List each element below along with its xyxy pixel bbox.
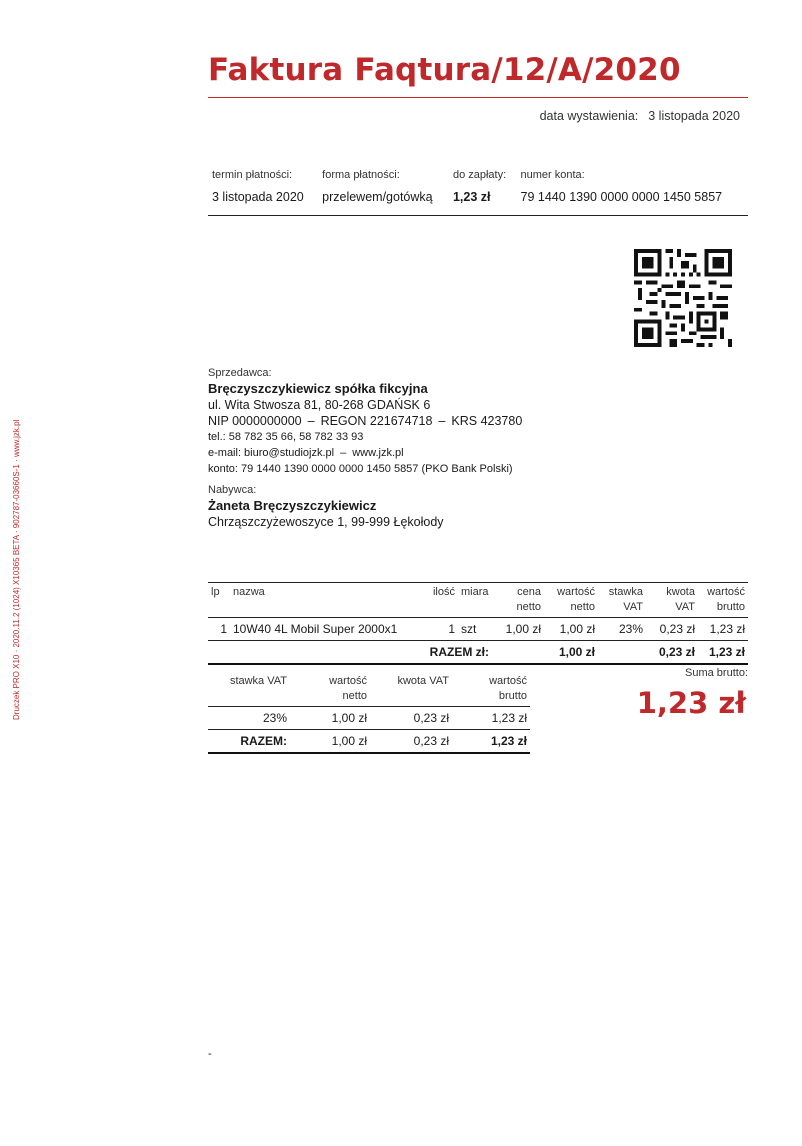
seller-bank-account: konto: 79 1440 1390 0000 0000 1450 5857 (PKO Bank Polski) [208, 463, 513, 475]
seller-regon: REGON 221674718 [320, 414, 433, 428]
vat-header-row [208, 672, 530, 707]
col-gross-value-line1: wartość [707, 586, 745, 598]
col-vat-rate-line2: VAT [623, 601, 643, 613]
vat-total-amount: 0,23 zł [370, 730, 452, 754]
payment-method-value: przelewem/gotówką [322, 190, 433, 204]
item-unit: szt [458, 618, 492, 641]
issue-date-value: 3 listopada 2020 [648, 109, 740, 123]
vat-net: 1,00 zł [290, 707, 370, 730]
seller-nip: NIP 0000000000 [208, 414, 302, 428]
seller-ids [208, 413, 522, 429]
seller-krs: KRS 423780 [451, 414, 523, 428]
payment-info [208, 164, 748, 208]
items-header-row [208, 583, 748, 618]
separator: – [307, 414, 315, 428]
empty-cell [208, 641, 230, 665]
seller-label: Sprzedawca: [208, 367, 272, 379]
buyer-name: Żaneta Bręczyszczykiewicz [208, 498, 377, 513]
items-total-label: RAZEM zł: [230, 641, 492, 665]
item-qty: 1 [428, 618, 458, 641]
issue-date-label: data wystawienia: [539, 109, 639, 123]
vat-rate: 23% [208, 707, 290, 730]
account-number-value: 79 1440 1390 0000 0000 1450 5857 [520, 190, 723, 204]
col-net-value-line2: netto [570, 601, 595, 613]
payment-divider [208, 215, 748, 216]
col-gross-value-line2: brutto [716, 601, 745, 613]
seller-contact [208, 445, 522, 461]
invoice-title: Faktura Faqtura/12/A/2020 [208, 52, 681, 88]
col-qty: ilość [428, 583, 458, 618]
amount-due-label: do zapłaty: [452, 169, 507, 181]
col-name: nazwa [230, 583, 428, 618]
items-total-net: 1,00 zł [544, 641, 598, 665]
vat-col-gross-line2: brutto [498, 690, 527, 702]
vat-gross: 1,23 zł [452, 707, 530, 730]
qr-code-icon [634, 249, 732, 347]
seller-email: e-mail: biuro@studiojzk.pl [208, 447, 335, 459]
col-unit: miara [458, 583, 492, 618]
item-net-value: 1,00 zł [544, 618, 598, 641]
seller-address: ul. Wita Stwosza 81, 80-268 GDAŃSK 6 [208, 398, 431, 412]
col-vat-amount-line1: kwota [666, 586, 695, 598]
vat-col-amount: kwota VAT [370, 672, 452, 707]
separator: – [438, 414, 446, 428]
vat-total-net: 1,00 zł [290, 730, 370, 754]
col-net-value-line1: wartość [557, 586, 595, 598]
buyer-label: Nabywca: [208, 484, 257, 496]
col-vat-amount-line2: VAT [675, 601, 695, 613]
col-gross-value [698, 583, 748, 618]
vat-total-row [208, 730, 530, 754]
payment-due-label: termin płatności: [212, 169, 293, 181]
item-vat-amount: 0,23 zł [646, 618, 698, 641]
vat-col-net [290, 672, 370, 707]
empty-cell [598, 641, 646, 665]
vat-col-net-line2: netto [342, 690, 367, 702]
seller-name: Bręczyszczykiewicz spółka fikcyjna [208, 381, 428, 396]
col-vat-rate [598, 583, 646, 618]
vat-total-gross: 1,23 zł [452, 730, 530, 754]
seller-website: www.jzk.pl [352, 447, 404, 459]
table-row [208, 707, 530, 730]
item-gross-value: 1,23 zł [698, 618, 748, 641]
gross-total-value: 1,23 zł [636, 686, 746, 720]
vat-col-gross [452, 672, 530, 707]
vat-summary-table [208, 672, 530, 754]
col-unit-price [492, 583, 544, 618]
item-name: 10W40 4L Mobil Super 2000x1 [230, 618, 428, 641]
col-unit-price-line1: cena [517, 586, 541, 598]
vat-col-gross-line1: wartość [489, 675, 527, 687]
col-lp: lp [208, 583, 230, 618]
gross-total-label: Suma brutto: [685, 667, 748, 679]
seller-phone: tel.: 58 782 35 66, 58 782 33 93 [208, 431, 364, 443]
account-number-label: numer konta: [520, 169, 585, 181]
items-table [208, 582, 748, 665]
buyer-block [208, 482, 444, 530]
col-unit-price-line2: netto [516, 601, 541, 613]
payment-due-value: 3 listopada 2020 [212, 190, 304, 204]
item-lp: 1 [208, 618, 230, 641]
vat-col-rate: stawka VAT [208, 672, 290, 707]
items-total-row [208, 641, 748, 665]
col-net-value [544, 583, 598, 618]
items-total-vat: 0,23 zł [646, 641, 698, 665]
empty-cell [492, 641, 544, 665]
payment-method-label: forma płatności: [322, 169, 400, 181]
vat-total-label: RAZEM: [208, 730, 290, 754]
amount-due-value: 1,23 zł [452, 190, 491, 204]
table-row [208, 618, 748, 641]
footer-dash: - [208, 1048, 212, 1060]
vat-col-net-line1: wartość [329, 675, 367, 687]
items-total-gross: 1,23 zł [698, 641, 748, 665]
title-divider [208, 97, 748, 98]
col-vat-amount [646, 583, 698, 618]
vat-amount: 0,23 zł [370, 707, 452, 730]
item-vat-rate: 23% [598, 618, 646, 641]
seller-block [208, 365, 522, 477]
separator: – [340, 447, 347, 459]
item-unit-price: 1,00 zł [492, 618, 544, 641]
generator-footnote: Druczek PRO X10 · 2020.11.2 (1024) X10365 BETA · 902787-03660S-1 · www.jzk.pl [12, 419, 21, 720]
issue-date [540, 109, 740, 123]
col-vat-rate-line1: stawka [608, 586, 643, 598]
buyer-address: Chrząszczyżewoszyce 1, 99-999 Łękołody [208, 515, 444, 529]
